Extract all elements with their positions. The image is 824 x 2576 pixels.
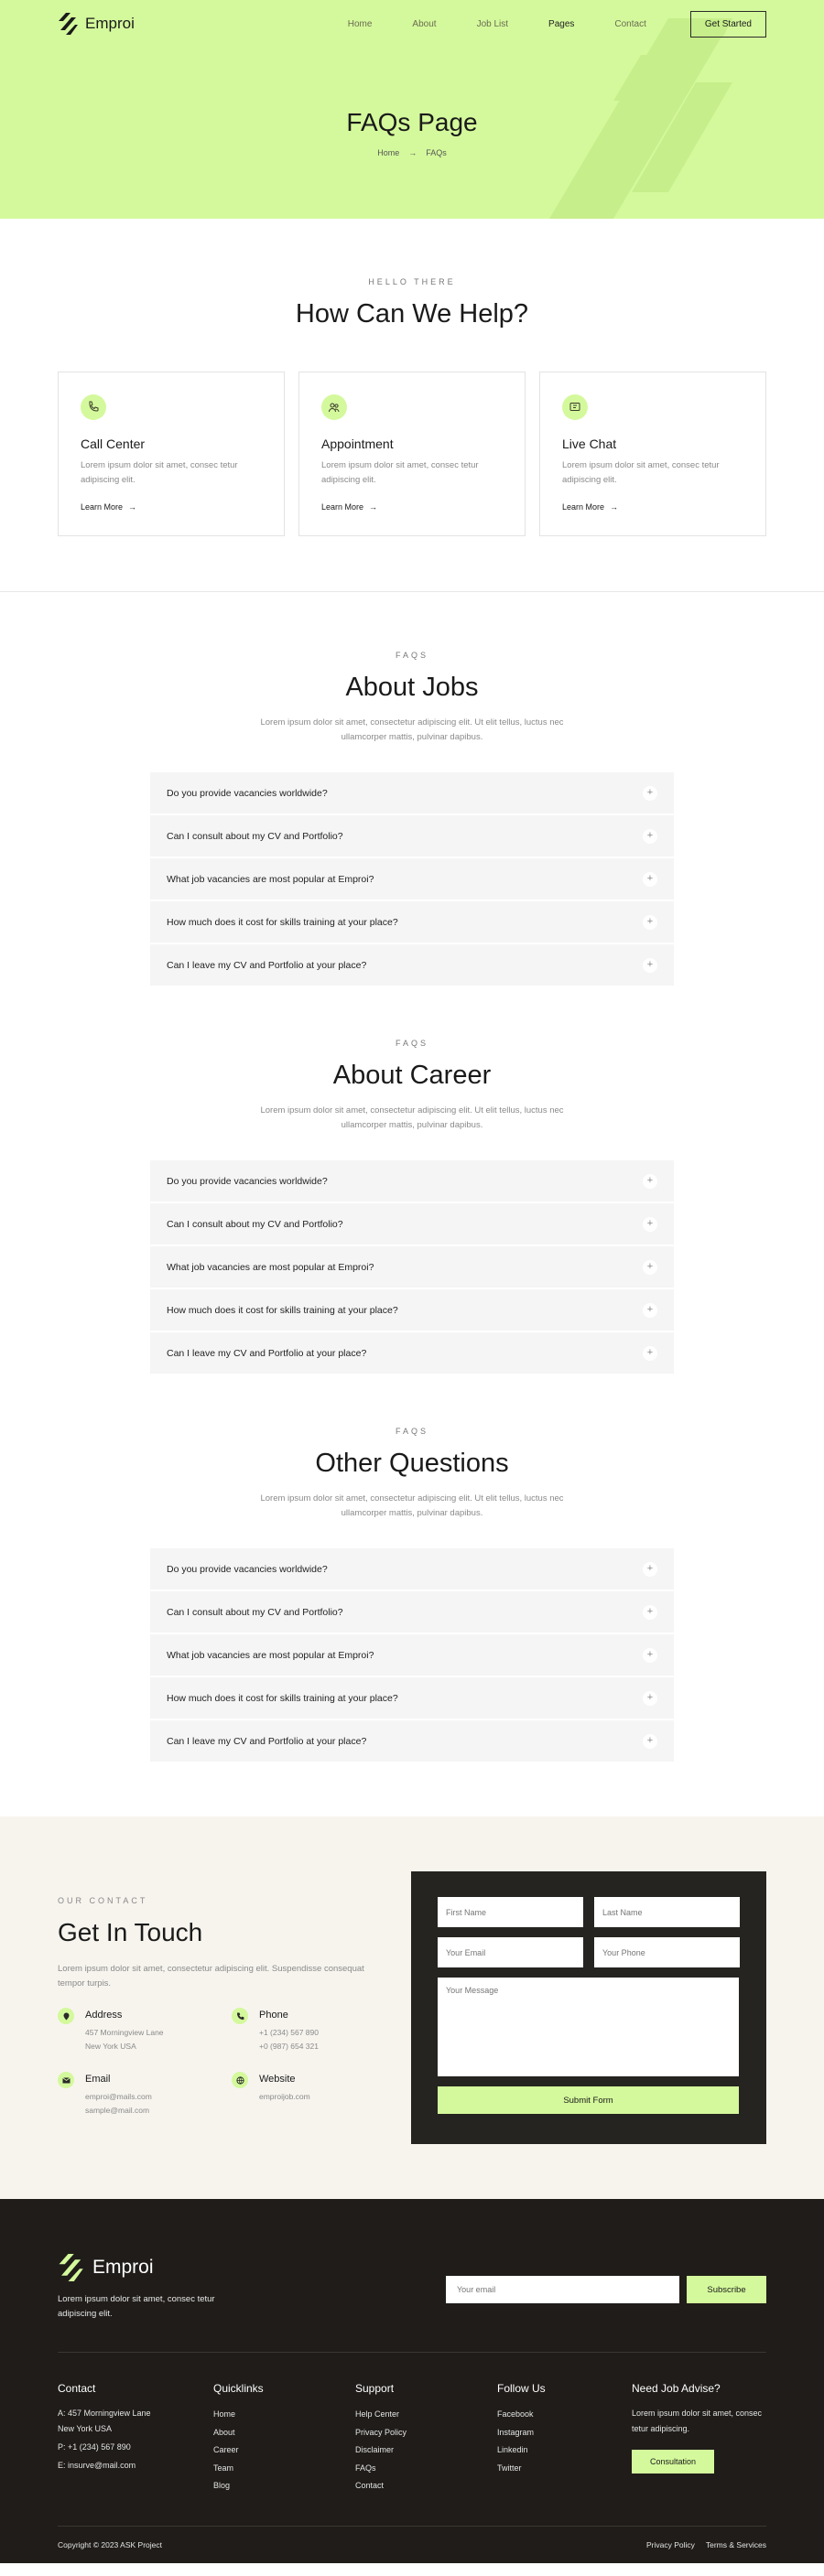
faq-kicker: FAQS [395, 651, 428, 660]
chat-icon [562, 394, 588, 420]
website-line[interactable]: emproijob.com [259, 2092, 310, 2101]
faq-question: What job vacancies are most popular at Emproi? [167, 1261, 374, 1273]
phone-field[interactable] [594, 1937, 740, 1967]
people-icon [321, 394, 347, 420]
faq-kicker: FAQS [395, 1427, 428, 1436]
plus-icon[interactable]: + [643, 915, 657, 930]
plus-icon[interactable]: + [643, 1648, 657, 1663]
footer-contact-line: A: 457 Morningview Lane [58, 2409, 151, 2418]
nav-home[interactable]: Home [347, 18, 373, 29]
faq-list [150, 772, 674, 986]
footer-social-link[interactable]: Linkedin [497, 2445, 528, 2454]
footer [0, 2199, 824, 2563]
help-title: How Can We Help? [295, 299, 529, 329]
email-label: Email [85, 2074, 111, 2085]
faq-item[interactable] [150, 1548, 674, 1590]
footer-link[interactable]: FAQs [355, 2463, 376, 2473]
help-cards [58, 372, 766, 536]
nav-contact[interactable]: Contact [614, 18, 646, 29]
subscribe-button[interactable]: Subscribe [687, 2276, 766, 2303]
get-started-button[interactable]: Get Started [690, 11, 766, 38]
footer-link[interactable]: Help Center [355, 2409, 400, 2419]
learn-more-link[interactable] [562, 502, 743, 512]
phone-icon [81, 394, 106, 420]
address-line: New York USA [85, 2042, 136, 2051]
plus-icon[interactable]: + [643, 1346, 657, 1361]
contact-title: Get In Touch [58, 1918, 203, 1946]
arrow-right-icon: → [128, 502, 137, 512]
faq-section-career [0, 987, 824, 1374]
arrow-right-icon: → [369, 502, 378, 512]
plus-icon[interactable]: + [643, 1734, 657, 1749]
globe-icon [232, 2072, 248, 2088]
footer-support [355, 2382, 497, 2526]
card-title: Call Center [81, 437, 146, 451]
plus-icon[interactable]: + [643, 1691, 657, 1706]
learn-more-label: Learn More [562, 502, 605, 512]
mail-icon [58, 2072, 74, 2088]
plus-icon[interactable]: + [643, 829, 657, 844]
plus-icon[interactable]: + [643, 1260, 657, 1275]
address-label: Address [85, 2010, 123, 2021]
faq-desc: Lorem ipsum dolor sit amet, consectetur adipiscing elit. Ut elit tellus, luctus nec ullamcorper mattis, pulvinar dapibus. [260, 1493, 564, 1518]
faq-section-other [0, 1375, 824, 1762]
contact-section [0, 1816, 824, 2199]
first-name-field[interactable] [438, 1897, 583, 1927]
faq-item[interactable] [150, 1246, 674, 1288]
contact-email [58, 2072, 232, 2118]
brand-name: Emproi [85, 15, 135, 32]
footer-quicklinks [213, 2382, 355, 2526]
footer-link[interactable]: Home [213, 2409, 236, 2419]
faq-question: Can I leave my CV and Portfolio at your place? [167, 959, 367, 971]
contact-phone [232, 2008, 369, 2053]
nav-pages[interactable]: Pages [548, 18, 575, 29]
privacy-policy-link[interactable]: Privacy Policy [645, 2540, 695, 2549]
plus-icon[interactable]: + [643, 1562, 657, 1577]
help-section [0, 219, 824, 592]
last-name-field[interactable] [594, 1897, 740, 1927]
card-title: Appointment [321, 437, 394, 451]
card-live-chat [539, 372, 766, 536]
contact-website [232, 2072, 369, 2118]
plus-icon[interactable]: + [643, 872, 657, 887]
footer-link[interactable]: Blog [213, 2481, 231, 2490]
faq-item[interactable] [150, 901, 674, 943]
contact-form [411, 1871, 766, 2144]
breadcrumb-current: FAQs [426, 148, 447, 157]
faq-question: How much does it cost for skills training at your place? [167, 1304, 398, 1316]
plus-icon[interactable]: + [643, 1174, 657, 1189]
faq-question: Can I leave my CV and Portfolio at your place? [167, 1735, 367, 1747]
footer-col-title: Follow Us [497, 2382, 546, 2395]
faq-question: What job vacancies are most popular at Emproi? [167, 873, 374, 885]
faq-item[interactable] [150, 1591, 674, 1633]
logo-icon [58, 2254, 83, 2281]
phone-label: Phone [259, 2010, 288, 2021]
subscribe-email-input[interactable] [446, 2276, 679, 2303]
consultation-button[interactable]: Consultation [632, 2450, 714, 2474]
plus-icon[interactable]: + [643, 1217, 657, 1232]
learn-more-label: Learn More [321, 502, 364, 512]
faq-question: What job vacancies are most popular at Emproi? [167, 1649, 374, 1661]
faq-question: Can I leave my CV and Portfolio at your place? [167, 1347, 367, 1359]
faq-item[interactable] [150, 1289, 674, 1331]
faq-desc: Lorem ipsum dolor sit amet, consectetur adipiscing elit. Ut elit tellus, luctus nec ullamcorper mattis, pulvinar dapibus. [260, 1105, 564, 1130]
footer-advise [632, 2382, 766, 2526]
faq-item[interactable] [150, 1677, 674, 1719]
plus-icon[interactable]: + [643, 958, 657, 973]
footer-logo[interactable] [58, 2254, 241, 2281]
footer-social-link[interactable]: Instagram [497, 2427, 535, 2437]
faq-question: Can I consult about my CV and Portfolio? [167, 830, 343, 842]
faq-item[interactable] [150, 858, 674, 900]
submit-form-button[interactable]: Submit Form [438, 2086, 739, 2114]
faq-item[interactable] [150, 1160, 674, 1202]
breadcrumb-home[interactable]: Home [377, 148, 400, 157]
faq-question: Do you provide vacancies worldwide? [167, 1563, 328, 1575]
faq-desc: Lorem ipsum dolor sit amet, consectetur adipiscing elit. Ut elit tellus, luctus nec ullamcorper mattis, pulvinar dapibus. [260, 717, 564, 742]
footer-link[interactable]: Team [213, 2463, 234, 2473]
footer-link[interactable]: Privacy Policy [355, 2427, 407, 2437]
contact-kicker: OUR CONTACT [58, 1896, 148, 1905]
page-title: FAQs Page [346, 108, 478, 136]
plus-icon[interactable]: + [643, 1605, 657, 1620]
card-title: Live Chat [562, 437, 617, 451]
contact-desc: Lorem ipsum dolor sit amet, consectetur adipiscing elit. Suspendisse consequat tempor turpis. [58, 1964, 364, 1989]
faq-item[interactable] [150, 772, 674, 814]
footer-brand-name: Emproi [92, 2257, 154, 2278]
arrow-right-icon: → [408, 148, 417, 157]
phone-line[interactable]: +1 (234) 567 890 [259, 2028, 319, 2037]
nav-job-list[interactable]: Job List [476, 18, 509, 29]
contact-grid [58, 2008, 369, 2118]
faq-title: About Career [332, 1061, 492, 1090]
footer-contact-line: New York USA [58, 2424, 113, 2433]
faq-question: Do you provide vacancies worldwide? [167, 787, 328, 799]
footer-contact [58, 2382, 213, 2526]
arrow-right-icon: → [610, 502, 619, 512]
footer-link[interactable]: Disclaimer [355, 2445, 395, 2454]
footer-advise-text: Lorem ipsum dolor sit amet, consec tetur adipiscing. [632, 2409, 763, 2433]
footer-col-title: Contact [58, 2382, 96, 2395]
card-text: Lorem ipsum dolor sit amet, consec tetur adipiscing elit. [562, 460, 720, 485]
faq-list [150, 1160, 674, 1374]
faq-title: Other Questions [315, 1449, 509, 1478]
subscribe-form [446, 2254, 766, 2352]
plus-icon[interactable]: + [643, 786, 657, 801]
faq-title: About Jobs [345, 673, 479, 702]
footer-social-link[interactable]: Facebook [497, 2409, 534, 2419]
card-text: Lorem ipsum dolor sit amet, consec tetur adipiscing elit. [81, 460, 238, 485]
learn-more-link[interactable] [81, 502, 262, 512]
brand-logo[interactable] [58, 13, 135, 35]
footer-follow [497, 2382, 632, 2526]
main-menu [308, 11, 766, 38]
breadcrumb [0, 148, 824, 157]
learn-more-label: Learn More [81, 502, 124, 512]
logo-icon [58, 13, 78, 35]
address-line: 457 Morningview Lane [85, 2028, 164, 2037]
footer-link[interactable]: Career [213, 2445, 239, 2454]
footer-col-title: Need Job Advise? [632, 2382, 721, 2395]
footer-tagline: Lorem ipsum dolor sit amet, consec tetur adipiscing elit. [58, 2294, 215, 2319]
terms-link[interactable]: Terms & Services [705, 2540, 766, 2549]
location-icon [58, 2008, 74, 2024]
footer-col-title: Quicklinks [213, 2382, 264, 2395]
footer-contact-line: P: +1 (234) 567 890 [58, 2442, 131, 2452]
faq-list [150, 1548, 674, 1762]
footer-col-title: Support [355, 2382, 395, 2395]
faq-item[interactable] [150, 944, 674, 986]
message-field[interactable] [438, 1978, 739, 2076]
card-call-center [58, 372, 285, 536]
contact-info [58, 1871, 369, 2144]
footer-link[interactable]: Contact [355, 2481, 385, 2490]
faq-question: How much does it cost for skills training at your place? [167, 916, 398, 928]
nav-about[interactable]: About [412, 18, 437, 29]
contact-address [58, 2008, 232, 2053]
copyright: Copyright © 2023 ASK Project [58, 2540, 162, 2549]
card-appointment [298, 372, 526, 536]
website-label: Website [259, 2074, 296, 2085]
faq-kicker: FAQS [395, 1039, 428, 1048]
navbar [58, 0, 766, 48]
faq-item[interactable] [150, 1203, 674, 1245]
faq-question: How much does it cost for skills training at your place? [167, 1692, 398, 1704]
faq-question: Do you provide vacancies worldwide? [167, 1175, 328, 1187]
faq-question: Can I consult about my CV and Portfolio? [167, 1606, 343, 1618]
faq-question: Can I consult about my CV and Portfolio? [167, 1218, 343, 1230]
faq-item[interactable] [150, 1720, 674, 1762]
faq-section-jobs [0, 592, 824, 986]
footer-contact-line: E: insurve@mail.com [58, 2461, 136, 2470]
email-line[interactable]: emproi@mails.com [85, 2092, 152, 2101]
faq-item[interactable] [150, 1332, 674, 1374]
hero-section [0, 0, 824, 219]
email-field[interactable] [438, 1937, 583, 1967]
phone-line[interactable]: +0 (987) 654 321 [259, 2042, 319, 2051]
footer-link[interactable]: About [213, 2427, 235, 2437]
faq-item[interactable] [150, 815, 674, 857]
learn-more-link[interactable] [321, 502, 503, 512]
email-line[interactable]: sample@mail.com [85, 2106, 150, 2115]
faq-item[interactable] [150, 1634, 674, 1676]
card-text: Lorem ipsum dolor sit amet, consec tetur adipiscing elit. [321, 460, 479, 485]
phone-icon [232, 2008, 248, 2024]
footer-social-link[interactable]: Twitter [497, 2463, 522, 2473]
help-kicker: HELLO THERE [368, 277, 456, 286]
plus-icon[interactable]: + [643, 1303, 657, 1318]
